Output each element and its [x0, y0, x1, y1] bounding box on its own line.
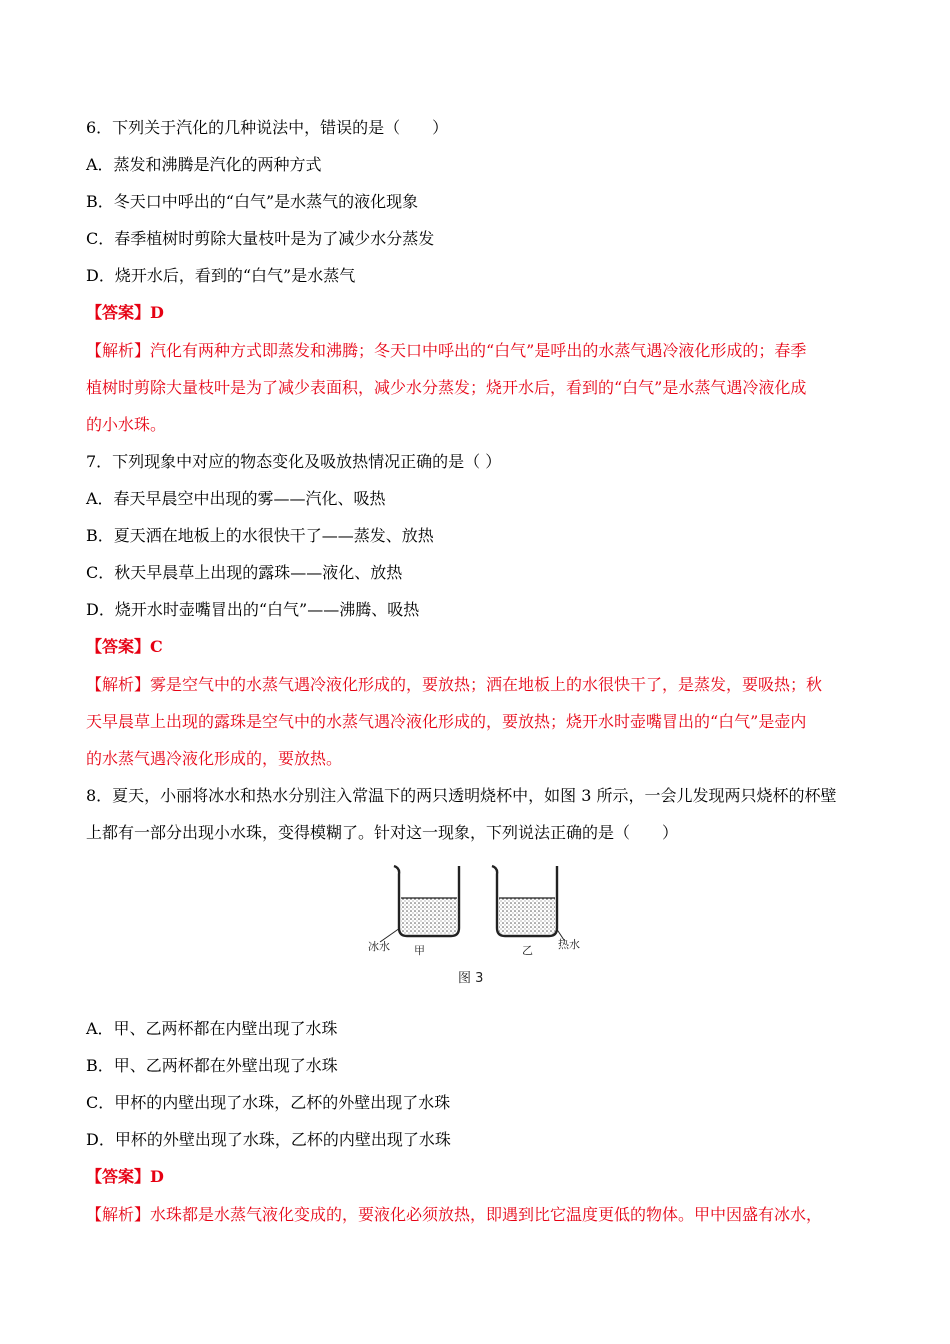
q7-stem: 7．下列现象中对应的物态变化及吸放热情况正确的是（ ）	[86, 452, 502, 471]
q7-option-a: A．春天早晨空中出现的雾——汽化、吸热	[86, 489, 386, 508]
label-hot-water: 热水	[558, 938, 580, 951]
q6-analysis-line-3: 的小水珠。	[86, 415, 167, 434]
ice-water	[401, 898, 457, 934]
q6-option-d: D．烧开水后，看到的“白气”是水蒸气	[86, 266, 356, 285]
beaker-yi	[492, 866, 564, 940]
q6-analysis-line-2: 植树时剪除大量枝叶是为了减少表面积，减少水分蒸发；烧开水后，看到的“白气”是水蒸气遇冷液化成	[86, 378, 807, 397]
q7-option-b: B．夏天洒在地板上的水很快干了——蒸发、放热	[86, 526, 434, 545]
figure-caption: 图 3	[458, 971, 484, 986]
figure-beakers	[366, 858, 588, 990]
q7-analysis-line-1: 【解析】雾是空气中的水蒸气遇冷液化形成的，要放热；洒在地板上的水很快干了，是蒸发，要吸热；秋	[86, 675, 823, 694]
q6-stem: 6．下列关于汽化的几种说法中，错误的是（ ）	[86, 118, 449, 137]
q7-option-d: D．烧开水时壶嘴冒出的“白气”——沸腾、吸热	[86, 600, 420, 619]
q6-option-b: B．冬天口中呼出的“白气”是水蒸气的液化现象	[86, 192, 419, 211]
q6-answer: 【答案】D	[86, 303, 164, 322]
label-ice-water: 冰水	[368, 940, 390, 953]
beaker-jia	[380, 866, 459, 942]
q8-stem-line-2: 上都有一部分出现小水珠，变得模糊了。针对这一现象，下列说法正确的是（ ）	[86, 823, 679, 842]
q8-option-b: B．甲、乙两杯都在外壁出现了水珠	[86, 1056, 338, 1075]
q7-option-c: C．秋天早晨草上出现的露珠——液化、放热	[86, 563, 403, 582]
q8-option-c: C．甲杯的内壁出现了水珠，乙杯的外壁出现了水珠	[86, 1093, 451, 1112]
beakers-diagram	[366, 858, 588, 990]
q6-option-c: C．春季植树时剪除大量枝叶是为了减少水分蒸发	[86, 229, 435, 248]
hot-water	[499, 898, 555, 934]
q6-option-a: A．蒸发和沸腾是汽化的两种方式	[86, 155, 322, 174]
q6-analysis-line-1: 【解析】汽化有两种方式即蒸发和沸腾；冬天口中呼出的“白气”是呼出的水蒸气遇冷液化形成的；春季	[86, 341, 807, 360]
q8-stem-line-1: 8．夏天，小丽将冰水和热水分别注入常温下的两只透明烧杯中，如图 3 所示，一会儿发现两只烧杯的杯壁	[86, 786, 837, 805]
q7-analysis-line-2: 天早晨草上出现的露珠是空气中的水蒸气遇冷液化形成的，要放热；烧开水时壶嘴冒出的“白气”是壶内	[86, 712, 807, 731]
q8-option-a: A．甲、乙两杯都在内壁出现了水珠	[86, 1019, 338, 1038]
q7-analysis-line-3: 的水蒸气遇冷液化形成的，要放热。	[86, 749, 343, 768]
q8-option-d: D．甲杯的外壁出现了水珠，乙杯的内壁出现了水珠	[86, 1130, 451, 1149]
q8-answer: 【答案】D	[86, 1167, 164, 1186]
q8-analysis-line-1: 【解析】水珠都是水蒸气液化变成的，要液化必须放热，即遇到比它温度更低的物体。甲中因盛有冰水，	[86, 1205, 823, 1224]
label-cup-jia: 甲	[414, 944, 425, 957]
q7-answer: 【答案】C	[86, 637, 163, 656]
label-cup-yi: 乙	[522, 944, 533, 957]
